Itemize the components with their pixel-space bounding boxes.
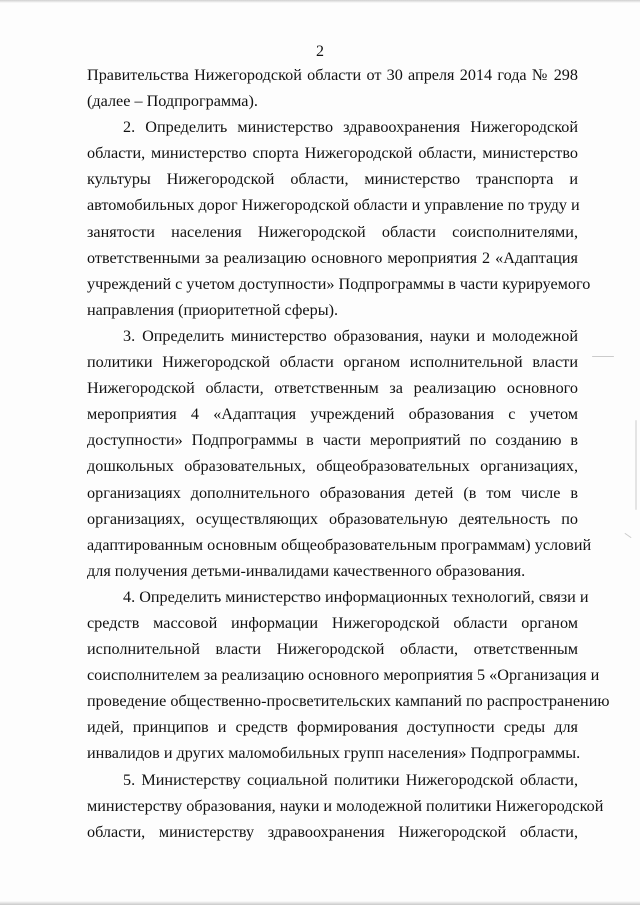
page-number: 2 [316,43,324,60]
text-line: средств массовой информации Нижегородской области органом [87,613,578,632]
text-line: занятости населения Нижегородской области соисполнителями, [87,222,578,241]
text-line: для получения детьми-инвалидами качественного образования. [87,561,526,580]
paragraph-2 [87,114,591,323]
text-line: Нижегородской области, ответственным за реализацию основного [87,379,578,398]
scan-edge-top [0,0,640,3]
document-body [87,62,610,845]
scan-speck [592,356,614,357]
text-line: культуры Нижегородской области, министерство транспорта и [87,170,578,189]
text-line: направления (приоритетной сферы). [87,300,339,319]
scan-speck [635,420,637,510]
text-line: 4. Определить министерство информационных технологий, связи и [123,587,589,606]
text-line: 5. Министерству социальной политики Нижегородской области, [123,770,578,789]
text-line: дошкольных образовательных, общеобразовательных организациях, [87,457,578,476]
text-line: учреждений с учетом доступности» Подпрограммы в части курируемого [87,274,591,293]
text-line: 3. Определить министерство образования, науки и молодежной [123,326,578,345]
text-line: области, министерство спорта Нижегородской области, министерство [87,144,578,163]
text-line: доступности» Подпрограммы в части мероприятий по созданию в [87,431,578,450]
text-line: исполнительной власти Нижегородской области, ответственным [87,640,578,659]
text-line: инвалидов и других маломобильных групп населения» Подпрограммы. [87,744,581,763]
text-line: проведение общественно-просветительских кампаний по распространению [87,692,610,711]
text-line: Правительства Нижегородской области от 30 апреля 2014 года № 298 [87,66,578,84]
text-line: (далее – Подпрограмма). [87,92,258,111]
paragraph-5 [87,767,604,845]
text-line: идей, принципов и средств формирования доступности среды для [87,718,578,737]
text-line: мероприятия 4 «Адаптация учреждений образования с учетом [87,405,578,424]
scan-speck [624,533,631,538]
scan-edge-bottom [0,901,640,905]
paragraph-4 [87,584,610,767]
text-line: адаптированным основным общеобразовательным программам) условий [87,535,592,554]
text-line: министерству образования, науки и молодежной политики Нижегородской [87,796,604,815]
text-line: организациях, осуществляющих образовательную деятельность по [87,509,578,528]
text-line: соисполнителем за реализацию основного мероприятия 5 «Организация и [87,666,600,685]
text-line: 2. Определить министерство здравоохранения Нижегородской [123,118,578,137]
text-line: области, министерству здравоохранения Нижегородской области, [87,822,578,841]
text-line: автомобильных дорог Нижегородской области и управление по труду и [87,196,580,215]
text-line: ответственными за реализацию основного мероприятия 2 «Адаптация [87,248,578,267]
paragraph-3 [87,323,592,584]
text-line: организациях дополнительного образования детей (в том числе в [87,483,578,502]
paragraph-1 [87,62,578,114]
text-line: политики Нижегородской области органом исполнительной власти [87,353,578,372]
